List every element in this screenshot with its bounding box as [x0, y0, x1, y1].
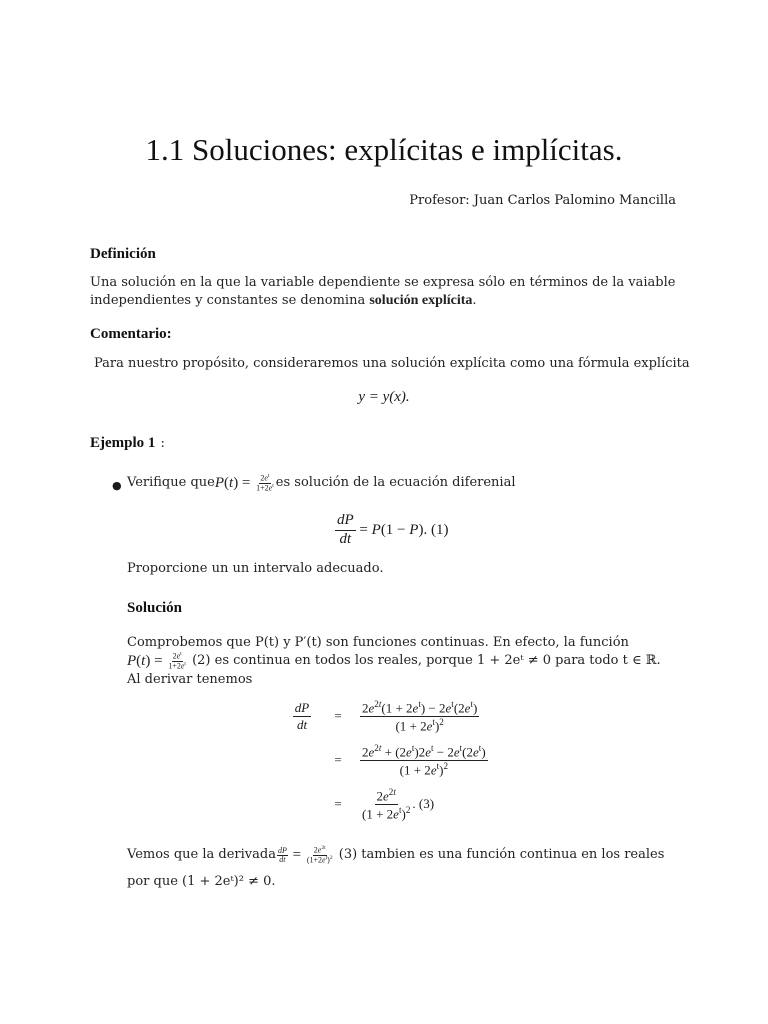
solucion-heading: Solución: [127, 600, 183, 616]
definicion-line-2-post: .: [472, 293, 477, 308]
p-of-t-fraction: $\frac{2e^t}{1+2e^t}$: [256, 473, 274, 493]
definicion-text: [90, 274, 680, 310]
bullet-marker: ●: [112, 479, 122, 492]
intervalo-text: Proporcione un un intervalo adecuado.: [127, 561, 384, 576]
ejemplo-heading-row: [90, 432, 165, 453]
derivative-inline-fraction: $\frac{dP}{dt}$: [277, 845, 287, 864]
comentario-text: Para nuestro propósito, consideraremos una solución explícita como una fórmula explícita: [94, 356, 690, 371]
definicion-line-1: Una solución en la que la variable dependiente se expresa sólo en términos de la vaiable: [90, 275, 676, 290]
bullet-post: es solución de la ecuación diferenial: [275, 475, 516, 491]
vemos-post: (3) tambien es una función continua en los reales: [338, 847, 665, 863]
dp-dt-fraction: $\frac{dP}{dt}$: [337, 512, 354, 547]
definicion-line-2: [90, 292, 680, 310]
logistic-equation: $\frac{dP}{dt}$ = P(1 − P). (1): [337, 512, 449, 547]
comentario-heading: Comentario:: [90, 326, 172, 342]
solucion-line-3: Al derivar tenemos: [127, 672, 253, 687]
solucion-line-2-post: es continua en todos los reales, porque 1 + 2eᵗ ≠ 0 para todo t ∈ ℝ.: [214, 653, 661, 669]
eq-label-2: (2): [192, 653, 211, 669]
vemos-line: Vemos que la derivada $\frac{dP}{dt}$ = $\frac{2e^{2t}}{(1+2e^t)^2}$ (3) tambien es una función continua en los reales: [127, 845, 665, 865]
derivative-row-3: = $\frac{2e^{2t}}{(1 + 2e^t)^2}$ . (3): [334, 787, 435, 822]
derivative-row-2: = $\frac{2e^{2t} + (2e^t)2e^t - 2e^t(2e^t)}{(1 + 2e^t)^2}$: [334, 743, 486, 778]
vemos-pre: Vemos que la derivada: [127, 847, 276, 863]
ejemplo-heading: Ejemplo 1: [90, 435, 156, 451]
bullet-pre: Verifique que: [127, 475, 215, 491]
derivative-row-1: $\frac{dP}{dt}$ = $\frac{2e^{2t}(1 + 2e^t) - 2e^t(2e^t)}{(1 + 2e^t)^2}$: [294, 699, 478, 734]
eq-label-3: (3): [418, 796, 435, 812]
page-title: 1.1 Soluciones: explícitas e implícitas.: [145, 132, 623, 167]
solucion-line-1: Comprobemos que P(t) y P′(t) son funciones continuas. En efecto, la función: [127, 635, 629, 650]
solucion-explicita-term: solución explícita: [369, 293, 473, 308]
ejemplo-colon: :: [160, 436, 165, 451]
definicion-heading: Definición: [90, 246, 156, 262]
derivative-inline-result: $\frac{2e^{2t}}{(1+2e^t)^2}$: [306, 845, 333, 865]
por-que-line: por que (1 + 2eᵗ)² ≠ 0.: [127, 874, 276, 889]
p-of-t-fraction-2: $\frac{2e^t}{1+2e^t}$: [168, 651, 186, 671]
definicion-line-2-pre: independientes y constantes se denomina: [90, 293, 370, 308]
explicit-formula: y = y(x).: [358, 389, 410, 405]
solucion-line-2: P ( t ) = $\frac{2e^t}{1+2e^t}$ (2) es continua en todos los reales, porque 1 + 2eᵗ ≠ 0 para todo t ∈ ℝ.: [127, 651, 661, 671]
bullet-item: Verifique que P ( t ) = $\frac{2e^t}{1+2e^t}$ es solución de la ecuación diferenial: [127, 473, 516, 493]
p-of-t-def: P: [214, 475, 225, 492]
eq-label-1: (1): [430, 521, 449, 538]
author-line: Profesor: Juan Carlos Palomino Mancilla: [409, 193, 676, 208]
